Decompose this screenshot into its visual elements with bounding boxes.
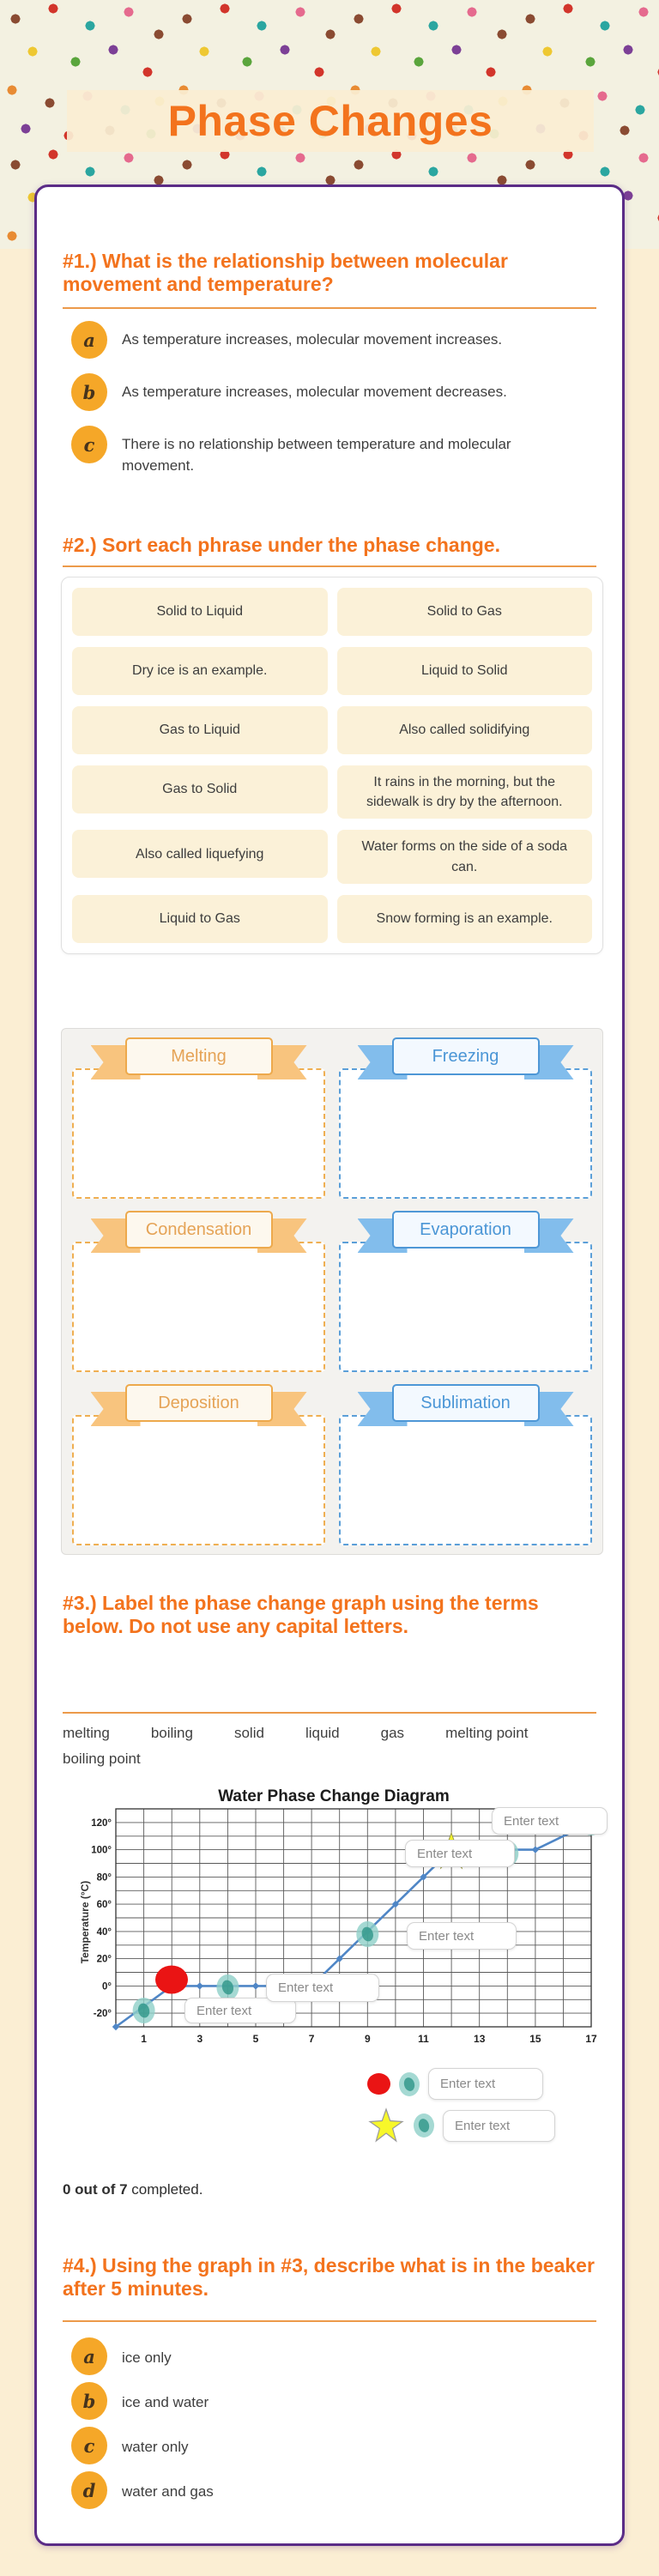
- phrase-card[interactable]: Solid to Liquid: [72, 588, 328, 636]
- graph-label-input-boiling[interactable]: [405, 1840, 515, 1867]
- yellow-star-icon: [367, 2107, 405, 2144]
- q1-option-c[interactable]: [63, 426, 596, 476]
- phrase-card[interactable]: Gas to Solid: [72, 765, 328, 813]
- q1-option-b[interactable]: [63, 373, 596, 411]
- option-letter-badge: c: [71, 2427, 107, 2464]
- q3-divider: [63, 1712, 596, 1714]
- x-tick-label: 17: [585, 2033, 597, 2045]
- ribbon-banner: [125, 1037, 273, 1077]
- q3-progress-status: [63, 2181, 203, 2198]
- y-tick-label: 20°: [96, 1954, 112, 1965]
- option-text: As temperature increases, molecular movement increases.: [122, 331, 503, 348]
- word-bank-term: melting point: [445, 1725, 529, 1741]
- phrase-card[interactable]: It rains in the morning, but the sidewalk is dry by the afternoon.: [337, 765, 593, 819]
- q4-options: [63, 2337, 596, 2524]
- zone-label: Sublimation: [392, 1384, 540, 1422]
- x-tick-label: 11: [418, 2033, 429, 2045]
- zone-label: Deposition: [125, 1384, 273, 1422]
- red-circle-icon: [367, 2073, 390, 2095]
- zone-label: Condensation: [125, 1211, 273, 1249]
- x-tick-label: 13: [474, 2033, 486, 2045]
- phrase-card[interactable]: Also called solidifying: [337, 706, 593, 754]
- phrase-card[interactable]: Gas to Liquid: [72, 706, 328, 754]
- freezing-dropbox[interactable]: [339, 1068, 592, 1199]
- melting-dropbox[interactable]: [72, 1068, 325, 1199]
- word-bank-term: solid: [233, 1725, 264, 1741]
- legend-red-circle-input[interactable]: [428, 2068, 543, 2100]
- q4-heading: #4.) Using the graph in #3, describe what is in the beaker after 5 minutes.: [63, 2254, 595, 2301]
- q4-divider: [63, 2320, 596, 2322]
- option-letter-badge: b: [71, 2382, 107, 2420]
- chart-title: Water Phase Change Diagram: [218, 1787, 450, 1805]
- word-bank-term: gas: [380, 1725, 405, 1741]
- zone-label: Freezing: [392, 1037, 540, 1075]
- option-text: As temperature increases, molecular movement decreases.: [122, 384, 507, 400]
- drop-target-blob-icon: [413, 2113, 435, 2138]
- ribbon-banner: [392, 1037, 540, 1077]
- worksheet-card: [34, 184, 625, 2546]
- word-bank-term: boiling point: [63, 1751, 141, 1767]
- option-text: ice and water: [122, 2394, 209, 2410]
- y-tick-label: 80°: [96, 1872, 112, 1884]
- option-text: ice only: [122, 2349, 172, 2366]
- option-letter-badge: b: [71, 373, 107, 411]
- y-tick-label: 100°: [91, 1845, 112, 1856]
- title-banner: [67, 90, 594, 152]
- ribbon-banner: [392, 1211, 540, 1250]
- option-letter-badge: a: [71, 2337, 107, 2375]
- q4-option-c[interactable]: [63, 2427, 596, 2464]
- deposition-dropbox[interactable]: [72, 1415, 325, 1545]
- zone-evaporation: [339, 1211, 592, 1369]
- phrase-card[interactable]: Dry ice is an example.: [72, 647, 328, 695]
- y-tick-label: 60°: [96, 1900, 112, 1911]
- option-text: water and gas: [122, 2483, 214, 2500]
- q2-phrase-bank: [61, 577, 603, 954]
- zone-label: Melting: [125, 1037, 273, 1075]
- x-tick-label: 5: [252, 2033, 259, 2045]
- legend-row-yellow-star: [367, 2107, 555, 2144]
- q4-option-b[interactable]: [63, 2382, 596, 2420]
- ribbon-banner: [392, 1384, 540, 1424]
- zone-deposition: [72, 1384, 325, 1542]
- drop-target-blob: [356, 1921, 378, 1947]
- red-circle-marker[interactable]: [155, 1966, 188, 1994]
- graph-label-input-liquid[interactable]: [407, 1922, 517, 1950]
- option-text: water only: [122, 2439, 189, 2455]
- phrase-card[interactable]: Solid to Gas: [337, 588, 593, 636]
- q2-heading: #2.) Sort each phrase under the phase change.: [63, 534, 500, 556]
- phrase-card[interactable]: Water forms on the side of a soda can.: [337, 830, 593, 883]
- x-tick-label: 7: [308, 2033, 315, 2045]
- graph-label-input-melting[interactable]: [266, 1974, 379, 2002]
- word-bank-term: melting: [63, 1725, 110, 1741]
- evaporation-dropbox[interactable]: [339, 1242, 592, 1372]
- zone-condensation: [72, 1211, 325, 1369]
- q3-word-bank: [63, 1725, 577, 1768]
- word-bank-term: liquid: [305, 1725, 340, 1741]
- drop-target-blob: [133, 1998, 155, 2023]
- page-title: Phase Changes: [167, 97, 493, 145]
- q1-divider: [63, 307, 596, 309]
- y-axis-title: Temperature (°C): [79, 1880, 91, 1964]
- q2-divider: [63, 565, 596, 567]
- zone-sublimation: [339, 1384, 592, 1542]
- q1-options: [63, 321, 596, 491]
- progress-count: 0 out of 7: [63, 2181, 128, 2198]
- option-text: There is no relationship between temperature and molecular movement.: [122, 436, 511, 474]
- phase-change-graph: [76, 1793, 622, 2051]
- q1-option-a[interactable]: [63, 321, 596, 359]
- y-tick-label: 0°: [102, 1981, 112, 1992]
- phrase-card[interactable]: Also called liquefying: [72, 830, 328, 878]
- option-letter-badge: a: [71, 321, 107, 359]
- y-tick-label: -20°: [93, 2009, 112, 2020]
- ribbon-banner: [125, 1211, 273, 1250]
- option-letter-badge: d: [71, 2471, 107, 2509]
- q3-heading: #3.) Label the phase change graph using the terms below. Do not use any capital letters.: [63, 1592, 539, 1638]
- phrase-card[interactable]: Snow forming is an example.: [337, 895, 593, 943]
- q1-heading: #1.) What is the relationship between molecular movement and temperature?: [63, 250, 508, 296]
- x-tick-label: 9: [364, 2033, 371, 2045]
- word-bank-term: boiling: [150, 1725, 193, 1741]
- legend-row-red-circle: [367, 2068, 555, 2100]
- condensation-dropbox[interactable]: [72, 1242, 325, 1372]
- graph-label-input-gas[interactable]: [492, 1807, 608, 1835]
- y-tick-label: 40°: [96, 1926, 112, 1938]
- zone-freezing: [339, 1037, 592, 1195]
- x-tick-label: 1: [141, 2033, 147, 2045]
- q4-option-a[interactable]: [63, 2337, 596, 2375]
- sublimation-dropbox[interactable]: [339, 1415, 592, 1545]
- option-letter-badge: c: [71, 426, 107, 463]
- legend-yellow-star-input[interactable]: [443, 2110, 555, 2142]
- zone-melting: [72, 1037, 325, 1195]
- q4-option-d[interactable]: [63, 2471, 596, 2509]
- progress-suffix: completed.: [127, 2181, 203, 2198]
- phrase-card[interactable]: Liquid to Solid: [337, 647, 593, 695]
- graph-marker-legend: [367, 2068, 555, 2144]
- phrase-card[interactable]: Liquid to Gas: [72, 895, 328, 943]
- q2-drop-zones: [61, 1028, 603, 1555]
- y-tick-label: 120°: [91, 1817, 112, 1829]
- x-tick-label: 3: [196, 2033, 203, 2045]
- zone-label: Evaporation: [392, 1211, 540, 1249]
- ribbon-banner: [125, 1384, 273, 1424]
- drop-target-blob: [216, 1974, 239, 2000]
- drop-target-blob-icon: [398, 2071, 420, 2097]
- x-tick-label: 15: [529, 2033, 541, 2045]
